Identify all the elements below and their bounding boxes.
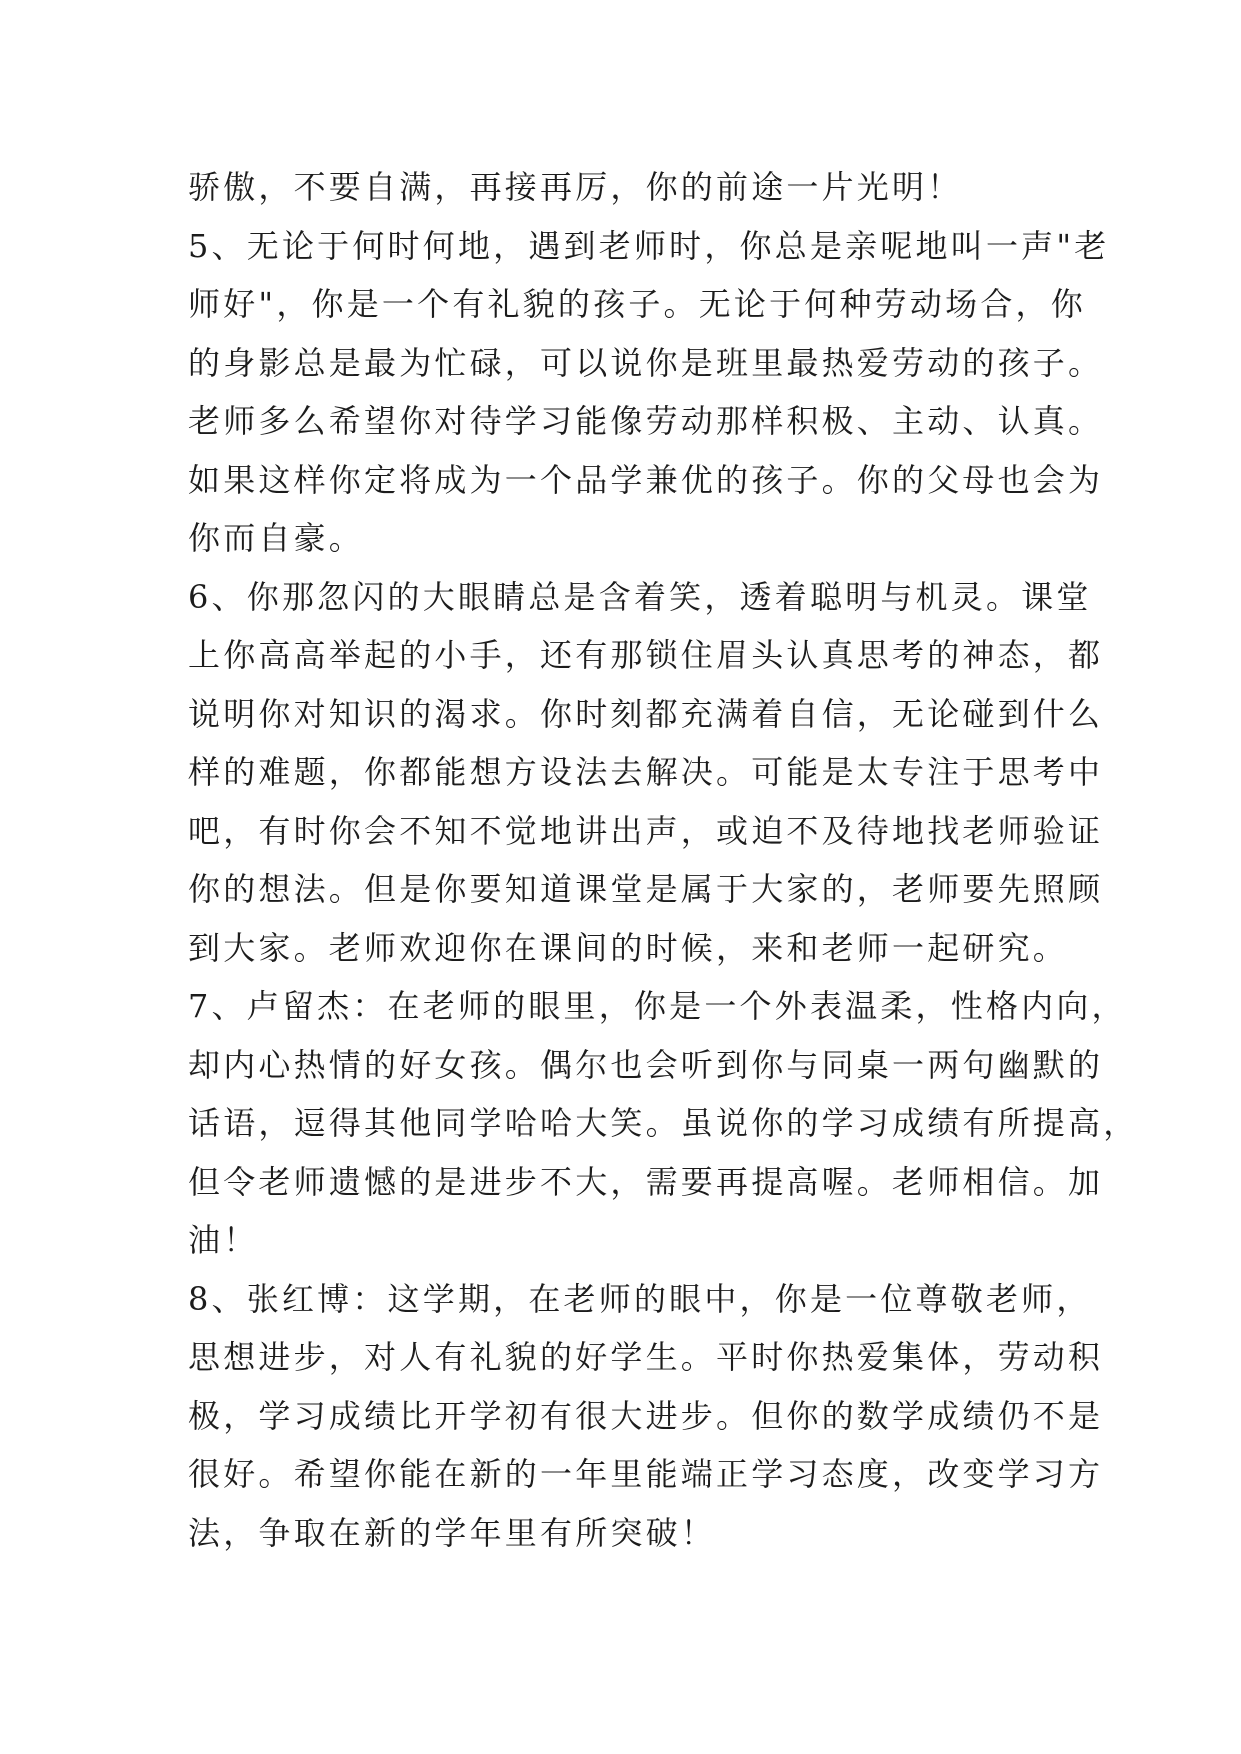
- text-line: 很好。希望你能在新的一年里能端正学习态度，改变学习方: [188, 1455, 1104, 1493]
- text-line: 油！: [188, 1221, 259, 1259]
- text-line: 如果这样你定将成为一个品学兼优的孩子。你的父母也会为: [188, 460, 1104, 499]
- text-line: 上你高高举起的小手，还有那锁住眉头认真思考的神态，都: [188, 636, 1104, 674]
- text-line: 6、你那忽闪的大眼睛总是含着笑，透着聪明与机灵。课堂: [188, 577, 1092, 616]
- text-line: 你而自豪。: [188, 519, 365, 557]
- text-line: 师好"，你是一个有礼貌的孩子。无论于何种劳动场合，你: [188, 285, 1086, 323]
- text-line: 老师多么希望你对待学习能像劳动那样积极、主动、认真。: [188, 402, 1104, 440]
- text-line: 思想进步，对人有礼貌的好学生。平时你热爱集体，劳动积: [188, 1338, 1104, 1376]
- text-line: 7、卢留杰：在老师的眼里，你是一个外表温柔，性格内向，: [188, 987, 1127, 1025]
- text-line: 吧，有时你会不知不觉地讲出声，或迫不及待地找老师验证: [188, 811, 1104, 850]
- text-line: 5、无论于何时何地，遇到老师时，你总是亲呢地叫一声"老: [188, 226, 1110, 265]
- text-line: 你的想法。但是你要知道课堂是属于大家的，老师要先照顾: [188, 870, 1104, 908]
- document-body: [188, 158, 1139, 1562]
- text-line: 却内心热情的好女孩。偶尔也会听到你与同桌一两句幽默的: [188, 1045, 1104, 1084]
- text-line: 但令老师遗憾的是进步不大，需要再提高喔。老师相信。加: [188, 1162, 1104, 1201]
- text-line: 法，争取在新的学年里有所突破！: [188, 1513, 717, 1552]
- text-line: 的身影总是最为忙碌，可以说你是班里最热爱劳动的孩子。: [188, 343, 1104, 382]
- text-line: 极，学习成绩比开学初有很大进步。但你的数学成绩仍不是: [188, 1396, 1104, 1435]
- text-line: 骄傲，不要自满，再接再厉，你的前途一片光明！: [188, 168, 963, 206]
- text-line: 样的难题，你都能想方设法去解决。可能是太专注于思考中: [188, 753, 1104, 791]
- text-line: 8、张红博：这学期，在老师的眼中，你是一位尊敬老师，: [188, 1279, 1092, 1318]
- text-line: 说明你对知识的渴求。你时刻都充满着自信，无论碰到什么: [188, 694, 1104, 733]
- text-line: 到大家。老师欢迎你在课间的时候，来和老师一起研究。: [188, 928, 1069, 967]
- text-line: 话语，逗得其他同学哈哈大笑。虽说你的学习成绩有所提高，: [188, 1104, 1139, 1142]
